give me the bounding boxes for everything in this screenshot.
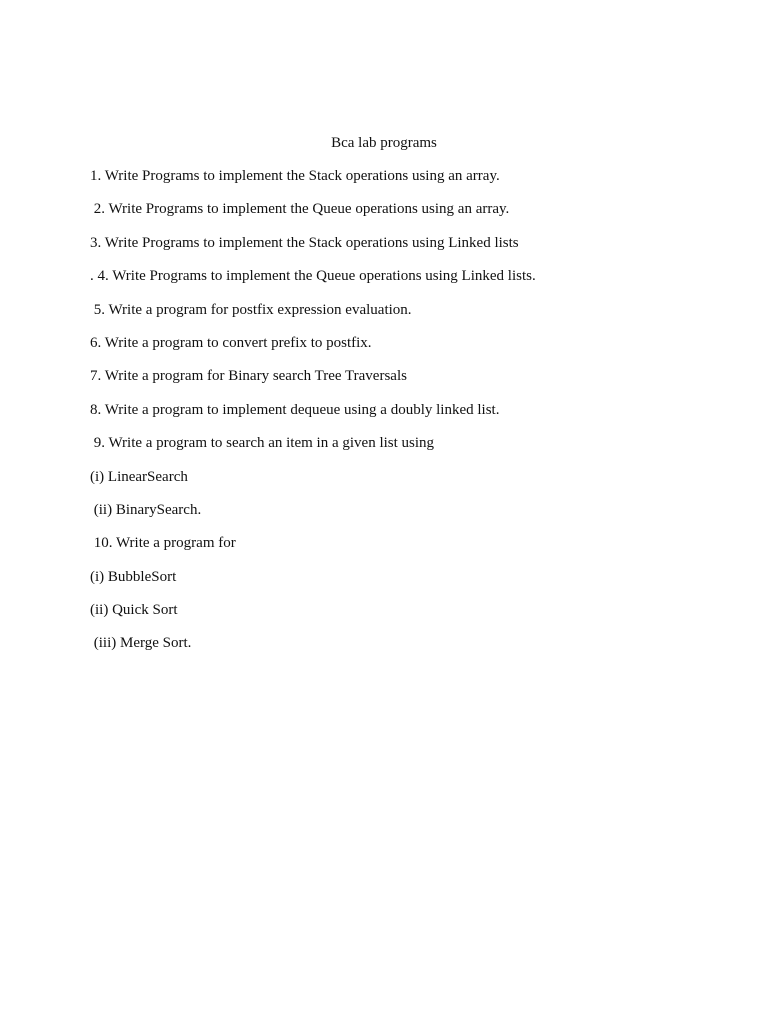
program-item-7: 7. Write a program for Binary search Tree Traversals (90, 368, 407, 385)
sub-item-quick-sort: (ii) Quick Sort (90, 602, 178, 619)
program-item-4: . 4. Write Programs to implement the Queue operations using Linked lists. (90, 268, 536, 285)
sub-item-linear-search: (i) LinearSearch (90, 468, 188, 485)
program-list (90, 166, 710, 667)
program-item-8: 8. Write a program to implement dequeue using a doubly linked list. (90, 401, 500, 418)
sub-item-binary-search: (ii) BinarySearch. (90, 501, 202, 518)
sub-item-merge-sort: (iii) Merge Sort. (90, 635, 192, 652)
sub-item-bubble-sort: (i) BubbleSort (90, 568, 177, 585)
document-title: Bca lab programs (331, 135, 437, 151)
program-item-10: 10. Write a program for (90, 535, 236, 552)
program-item-3: 3. Write Programs to implement the Stack operations using Linked lists (90, 234, 519, 251)
program-item-9: 9. Write a program to search an item in a given list using (90, 435, 435, 452)
program-item-2: 2. Write Programs to implement the Queue operations using an array. (90, 201, 510, 218)
program-item-6: 6. Write a program to convert prefix to postfix. (90, 334, 372, 351)
program-item-1: 1. Write Programs to implement the Stack operations using an array. (90, 168, 500, 184)
program-item-5: 5. Write a program for postfix expression evaluation. (90, 301, 412, 318)
